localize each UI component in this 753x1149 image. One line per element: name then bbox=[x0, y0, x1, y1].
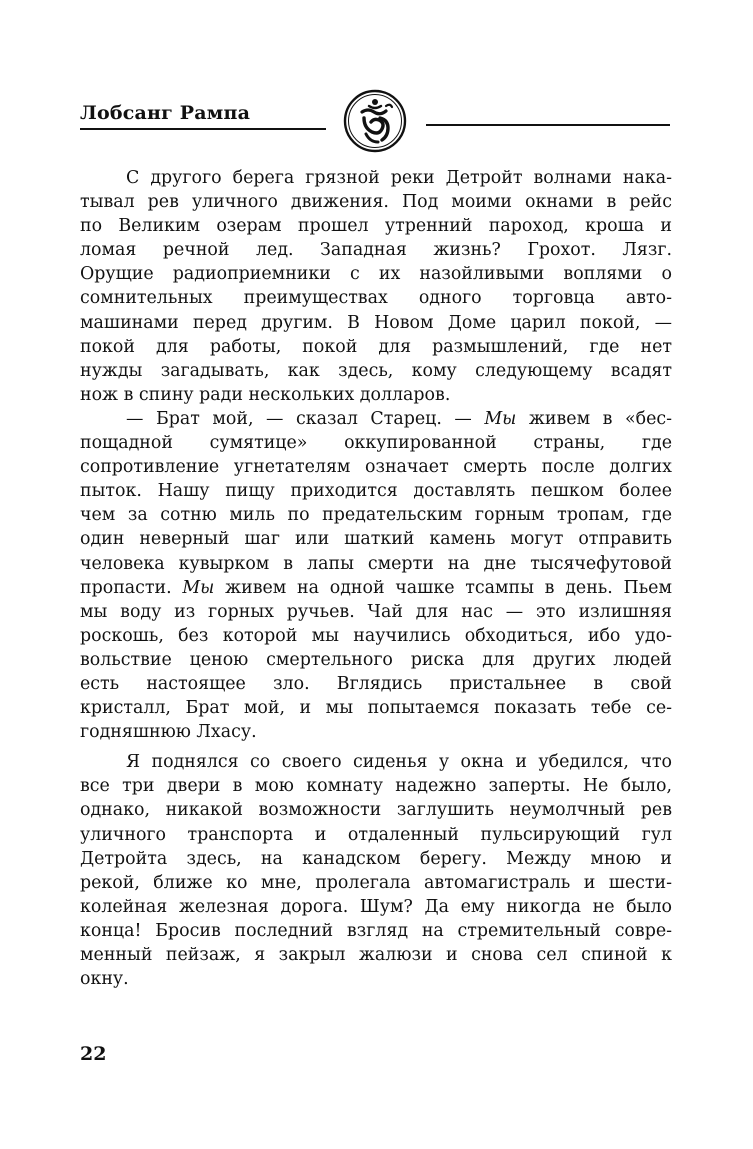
text-line: годняшнюю Лхасу. bbox=[80, 722, 257, 743]
running-title: Лобсанг Рампа bbox=[80, 102, 251, 124]
page-number: 22 bbox=[80, 1043, 107, 1065]
text-line: — Брат мой, — сказал Старец. — Мы живем в «бес- bbox=[126, 408, 673, 429]
text-line: по Великим озерам прошел утренний пароход, кроша и bbox=[80, 216, 672, 237]
paragraph-3 bbox=[80, 750, 672, 991]
paragraph-1 bbox=[80, 166, 672, 407]
text-line: пропасти. Мы живем на одной чашке тсампы в день. Пьем bbox=[80, 577, 672, 598]
text-line: роскошь, без которой мы научились обходиться, ибо удо- bbox=[80, 625, 672, 646]
header-rule-right bbox=[426, 124, 670, 126]
text-line: нож в спину ради нескольких долларов. bbox=[80, 384, 451, 405]
text-line: человека кувырком в лапы смерти на дне тысячефутовой bbox=[80, 553, 672, 574]
text-line: С другого берега грязной реки Детройт волнами нака- bbox=[126, 168, 672, 188]
text-line: менный пейзаж, я закрыл жалюзи и снова сел спиной к bbox=[80, 945, 672, 965]
text-line: рекой, ближе ко мне, пролегала автомагистраль и шести- bbox=[80, 872, 672, 893]
text-line: Орущие радиоприемники с их назойливыми воплями о bbox=[80, 264, 672, 285]
text-line: мы воду из горных ручьев. Чай для нас — это излишняя bbox=[80, 601, 672, 622]
text-line: Я поднялся со своего сиденья у окна и убедился, что bbox=[126, 752, 672, 773]
text-line: колейная железная дорога. Шум? Да ему никогда не было bbox=[80, 896, 672, 917]
text-line: Детройта здесь, на канадском берегу. Между мною и bbox=[80, 848, 672, 869]
text-line: ломая речной лед. Западная жизнь? Грохот. Лязг. bbox=[80, 240, 672, 261]
text-line: кристалл, Брат мой, и мы попытаемся показать тебе се- bbox=[80, 698, 672, 719]
text-line: все три двери в мою комнату надежно заперты. Не было, bbox=[80, 776, 672, 797]
paragraph-2 bbox=[80, 407, 672, 744]
text-line: один неверный шаг или шаткий камень могут отправить bbox=[80, 529, 672, 550]
body-text bbox=[80, 166, 672, 991]
text-line: пыток. Нашу пищу приходится доставлять пешком более bbox=[80, 481, 672, 502]
text-line: сопротивление угнетателям означает смерть после долгих bbox=[80, 457, 672, 478]
text-line: окну. bbox=[80, 969, 129, 990]
text-line: покой для работы, покой для размышлений, где нет bbox=[80, 336, 672, 357]
text-line: однако, никакой возможности заглушить неумолчный рев bbox=[80, 800, 672, 821]
header-rule-left bbox=[80, 128, 326, 130]
page-header bbox=[80, 88, 670, 158]
text-line: машинами перед другим. В Новом Доме царил покой, — bbox=[80, 312, 672, 333]
text-line: пощадной сумятице» оккупированной страны, где bbox=[80, 433, 672, 454]
text-line: уличного транспорта и отдаленный пульсирующий гул bbox=[80, 824, 672, 845]
text-line: есть настоящее зло. Вглядись пристальнее в свой bbox=[80, 673, 672, 694]
text-line: тывал рев уличного движения. Под моими окнами в рейс bbox=[80, 192, 672, 213]
text-line: конца! Бросив последний взгляд на стремительный совре- bbox=[80, 920, 672, 941]
om-symbol-icon bbox=[342, 88, 408, 154]
text-line: чем за сотню миль по предательским горным тропам, где bbox=[80, 505, 672, 526]
text-line: нужды загадывать, как здесь, кому следующему всадят bbox=[80, 360, 672, 381]
text-line: сомнительных преимуществах одного торговца авто- bbox=[80, 288, 672, 309]
text-line: вольствие ценою смертельного риска для других людей bbox=[80, 649, 672, 670]
